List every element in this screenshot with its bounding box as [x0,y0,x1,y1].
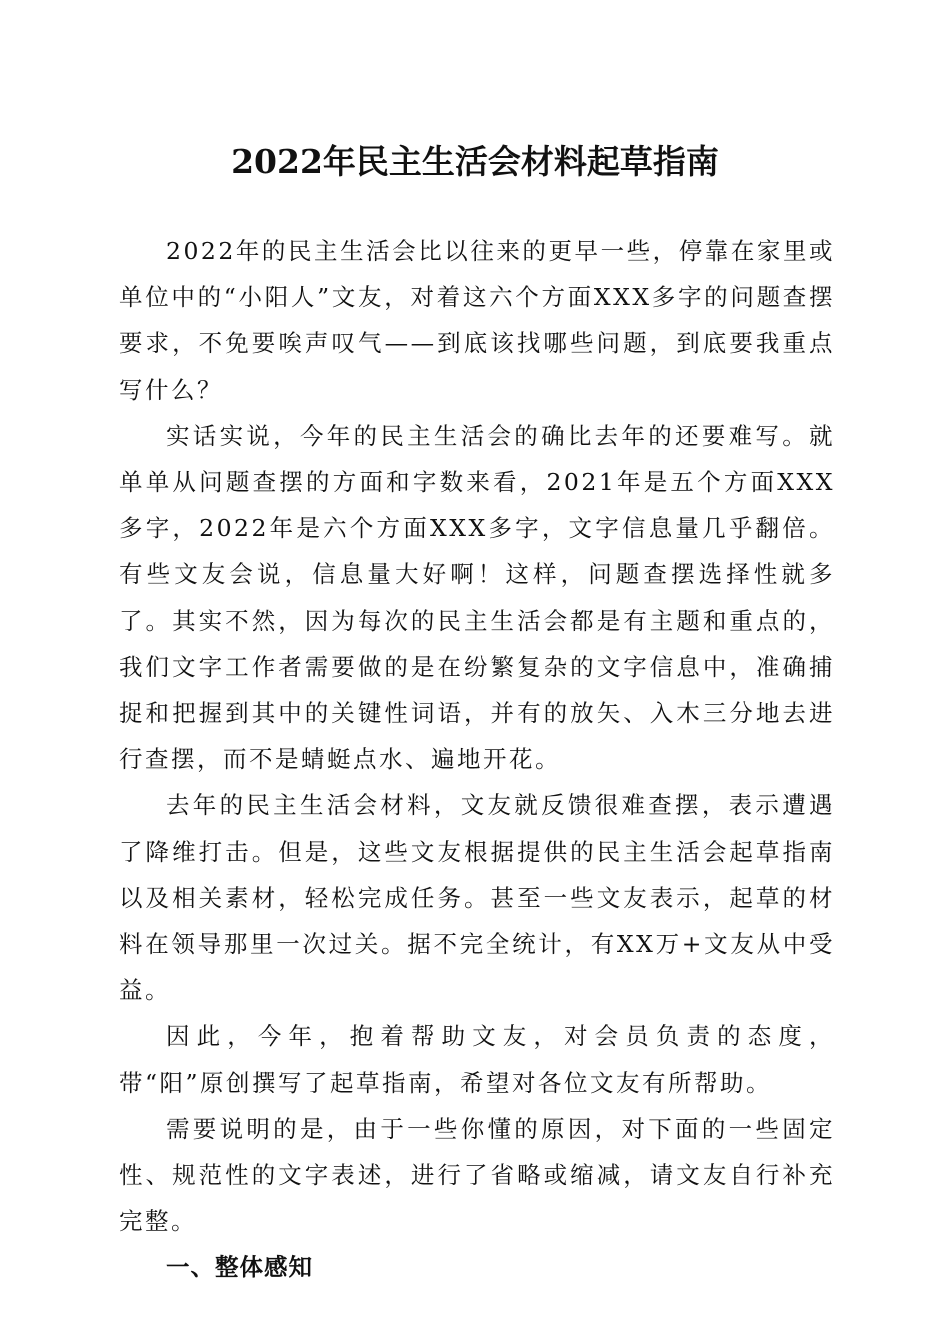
section-heading: 一、整体感知 [166,1253,313,1282]
document-title: 2022年民主生活会材料起草指南 [231,142,719,181]
paragraph-purpose: 因此，今年，抱着帮助文友，对会员负责的态度，带“阳”原创撰写了起草指南，希望对各位文友有所帮助。 [119,1022,835,1097]
document-body [119,228,835,1291]
paragraph-last-year: 去年的民主生活会材料，文友就反馈很难查摆，表示遭遇了降维打击。但是，这些文友根据提供的民主生活会起草指南以及相关素材，轻松完成任务。甚至一些文友表示，起草的材料在领导那里一次过关。据不完全统计，有XX万+文友从中受益。 [119,791,835,1005]
paragraph-intro: 2022年的民主生活会比以往来的更早一些，停靠在家里或单位中的“小阳人”文友，对着这六个方面XXX多字的问题查摆要求，不免要唉声叹气——到底该找哪些问题，到底要我重点写什么？ [119,237,835,404]
paragraph-note: 需要说明的是，由于一些你懂的原因，对下面的一些固定性、规范性的文字表述，进行了省略或缩减，请文友自行补充完整。 [119,1114,835,1236]
paragraph-difficulty: 实话实说，今年的民主生活会的确比去年的还要难写。就单单从问题查摆的方面和字数来看，2021年是五个方面XXX多字，2022年是六个方面XXX多字，文字信息量几乎翻倍。有些文友会说，信息量大好啊！这样，问题查摆选择性就多了。其实不然，因为每次的民主生活会都是有主题和重点的，我们文字工作者需要做的是在纷繁复杂的文字信息中，准确捕捉和把握到其中的关键性词语，并有的放矢、入木三分地去进行查摆，而不是蜻蜓点水、遍地开花。 [119,421,835,774]
